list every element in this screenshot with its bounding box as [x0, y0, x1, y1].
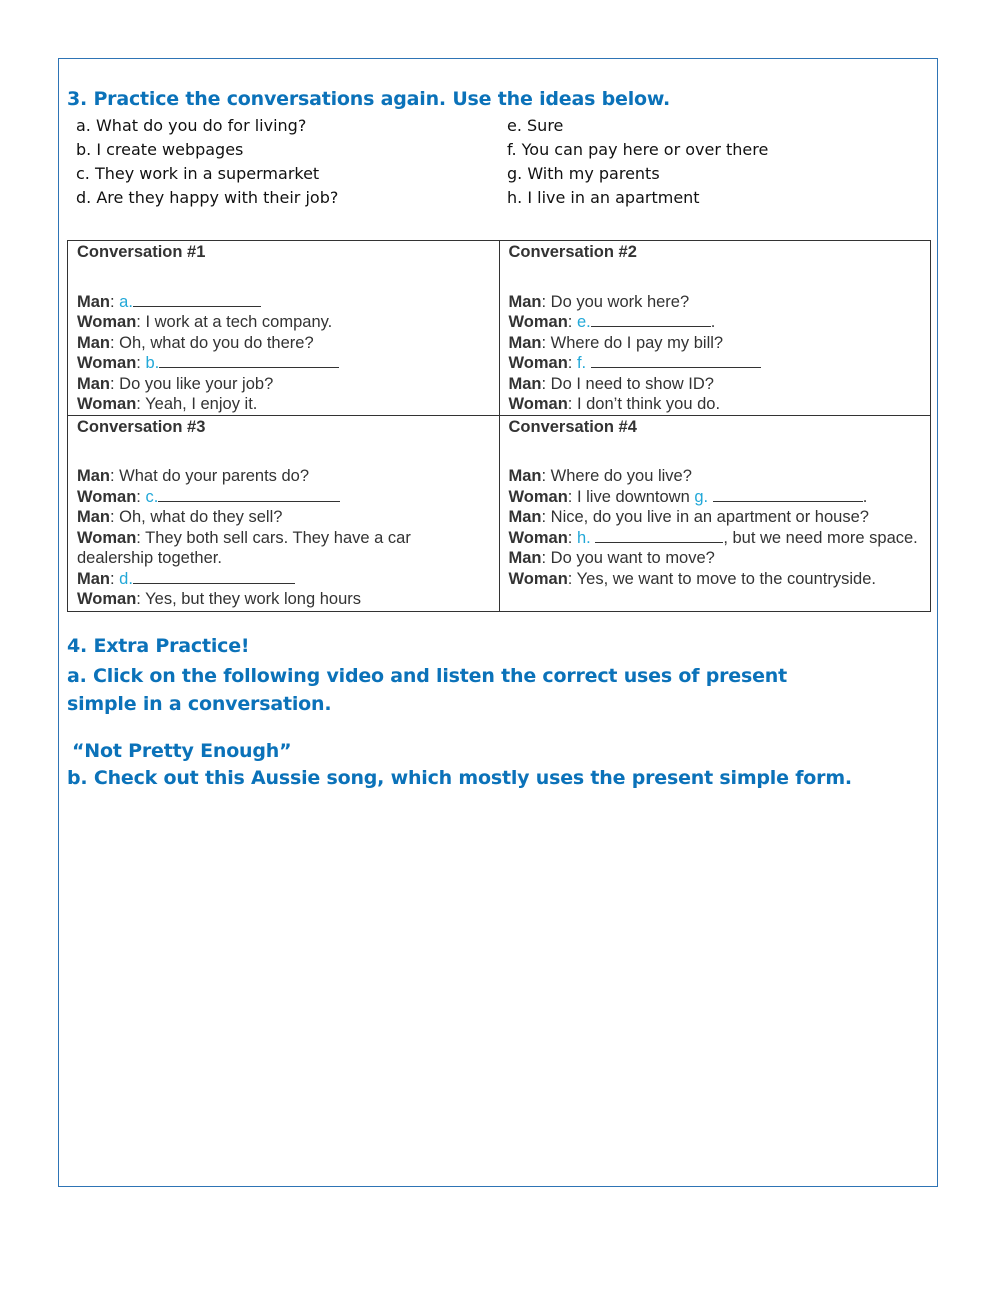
conversation-title: Conversation #2 — [508, 243, 637, 261]
speaker-label: Man — [508, 292, 542, 311]
dialogue-text: : I live downtown — [567, 487, 690, 506]
dialogue-text: : Do you want to move? — [541, 549, 715, 567]
dialogue-text: : Oh, what do they sell? — [110, 508, 283, 526]
speaker-label: Woman — [77, 528, 137, 547]
dialogue-text: : Do I need to show ID? — [541, 374, 714, 393]
answer-blank-g[interactable] — [713, 487, 863, 502]
speaker-label: Man — [77, 467, 110, 485]
conversation-title: Conversation #4 — [508, 417, 637, 436]
answer-label: c. — [145, 487, 159, 506]
dialogue-text: : Nice, do you live in an apartment or house? — [541, 508, 869, 526]
dialogue-text: : I work at a tech company. — [136, 313, 333, 331]
speaker-label: Woman — [77, 487, 137, 506]
dialogue-text: , but we need more space. — [723, 528, 918, 547]
speaker-label: Woman — [508, 528, 568, 547]
idea-b: b. I create webpages — [76, 140, 244, 159]
answer-blank-h[interactable] — [595, 528, 723, 543]
conversation-title: Conversation #1 — [77, 243, 206, 261]
dialogue-text: : Where do I pay my bill? — [541, 333, 724, 352]
conversation-table — [67, 240, 931, 612]
idea-g: g. With my parents — [507, 164, 660, 183]
speaker-label: Woman — [508, 313, 568, 331]
idea-f: f. You can pay here or over there — [507, 140, 769, 159]
section-3-title: 3. Practice the conversations again. Use the ideas below. — [67, 88, 671, 110]
section-4-title: 4. Extra Practice! — [67, 635, 250, 657]
idea-c: c. They work in a supermarket — [76, 164, 320, 183]
speaker-label: Woman — [508, 487, 568, 506]
answer-label: h. — [576, 528, 591, 547]
speaker-label: Woman — [77, 590, 137, 608]
speaker-label: Man — [77, 569, 110, 588]
dialogue-text: : They both sell cars. They have a car dealership together. — [77, 528, 411, 567]
idea-h: h. I live in an apartment — [507, 188, 700, 207]
conversation-2: Conversation #2 Man: Do you work here? Woman: e. . Man: Where do I pay my bill? Woman: f. Man: Do I need to show ID? Woman: I don’t think you do. — [499, 241, 931, 416]
conversation-4: Conversation #4 Man: Where do you live? Woman: I live downtown g. . Man: Nice, do you live in an apartment or house? Woman: h. , but we need more space. Man: Do you want to move? Woman: Yes, we want to move to the countryside. — [499, 415, 931, 611]
speaker-label: Man — [77, 508, 110, 526]
dialogue-text: : I don’t think you do. — [567, 395, 721, 413]
speaker-label: Man — [77, 333, 110, 352]
speaker-label: Man — [508, 549, 542, 567]
speaker-label: Man — [508, 467, 542, 485]
dialogue-text: : Do you work here? — [541, 292, 690, 311]
answer-blank-a[interactable] — [133, 292, 261, 307]
answer-blank-d[interactable] — [133, 569, 295, 584]
idea-a: a. What do you do for living? — [76, 116, 307, 135]
speaker-label: Man — [508, 333, 542, 352]
dialogue-text: : Yeah, I enjoy it. — [136, 395, 258, 413]
dialogue-text: : Yes, but they work long hours — [136, 590, 362, 608]
dialogue-text: : Oh, what do you do there? — [110, 333, 314, 352]
conversation-title: Conversation #3 — [77, 417, 206, 436]
speaker-label: Man — [508, 508, 542, 526]
song-title: “Not Pretty Enough” — [72, 740, 292, 762]
speaker-label: Woman — [508, 395, 568, 413]
answer-label: d. — [119, 569, 133, 588]
speaker-label: Man — [508, 374, 542, 393]
conversation-3: Conversation #3 Man: What do your parents do? Woman: c. Man: Oh, what do they sell? Woman: They both sell cars. They have a car dealership together. Man: d. Woman: Yes, but they work long hours — [68, 415, 500, 611]
idea-e: e. Sure — [507, 116, 564, 135]
answer-label: g. — [694, 487, 709, 506]
speaker-label: Woman — [508, 569, 568, 588]
answer-label: e. — [576, 313, 591, 331]
answer-label: b. — [145, 354, 160, 372]
dialogue-text: : Where do you live? — [541, 467, 692, 485]
extra-practice-item-a: a. Click on the following video and listen the correct uses of present simple in a conversation. — [67, 665, 787, 715]
answer-label: a. — [119, 292, 133, 311]
answer-label: f. — [576, 354, 587, 372]
speaker-label: Woman — [77, 354, 137, 372]
answer-blank-f[interactable] — [591, 353, 761, 368]
dialogue-text: : Yes, we want to move to the countryside. — [567, 569, 876, 588]
page-frame — [58, 58, 938, 1187]
answer-blank-e[interactable] — [591, 312, 711, 327]
speaker-label: Woman — [77, 395, 137, 413]
dialogue-text: : What do your parents do? — [110, 467, 310, 485]
conversation-1: Conversation #1 Man: a. Woman: I work at a tech company. Man: Oh, what do you do there? Woman: b. Man: Do you like your job? Woman: Yeah, I enjoy it. — [68, 241, 500, 416]
speaker-label: Woman — [77, 313, 137, 331]
answer-blank-b[interactable] — [159, 353, 339, 368]
speaker-label: Man — [77, 292, 110, 311]
answer-blank-c[interactable] — [158, 487, 340, 502]
speaker-label: Man — [77, 374, 110, 393]
speaker-label: Woman — [508, 354, 568, 372]
dialogue-text: : Do you like your job? — [110, 374, 274, 393]
idea-d: d. Are they happy with their job? — [76, 188, 339, 207]
extra-practice-item-b: b. Check out this Aussie song, which mostly uses the present simple form. — [67, 767, 852, 789]
